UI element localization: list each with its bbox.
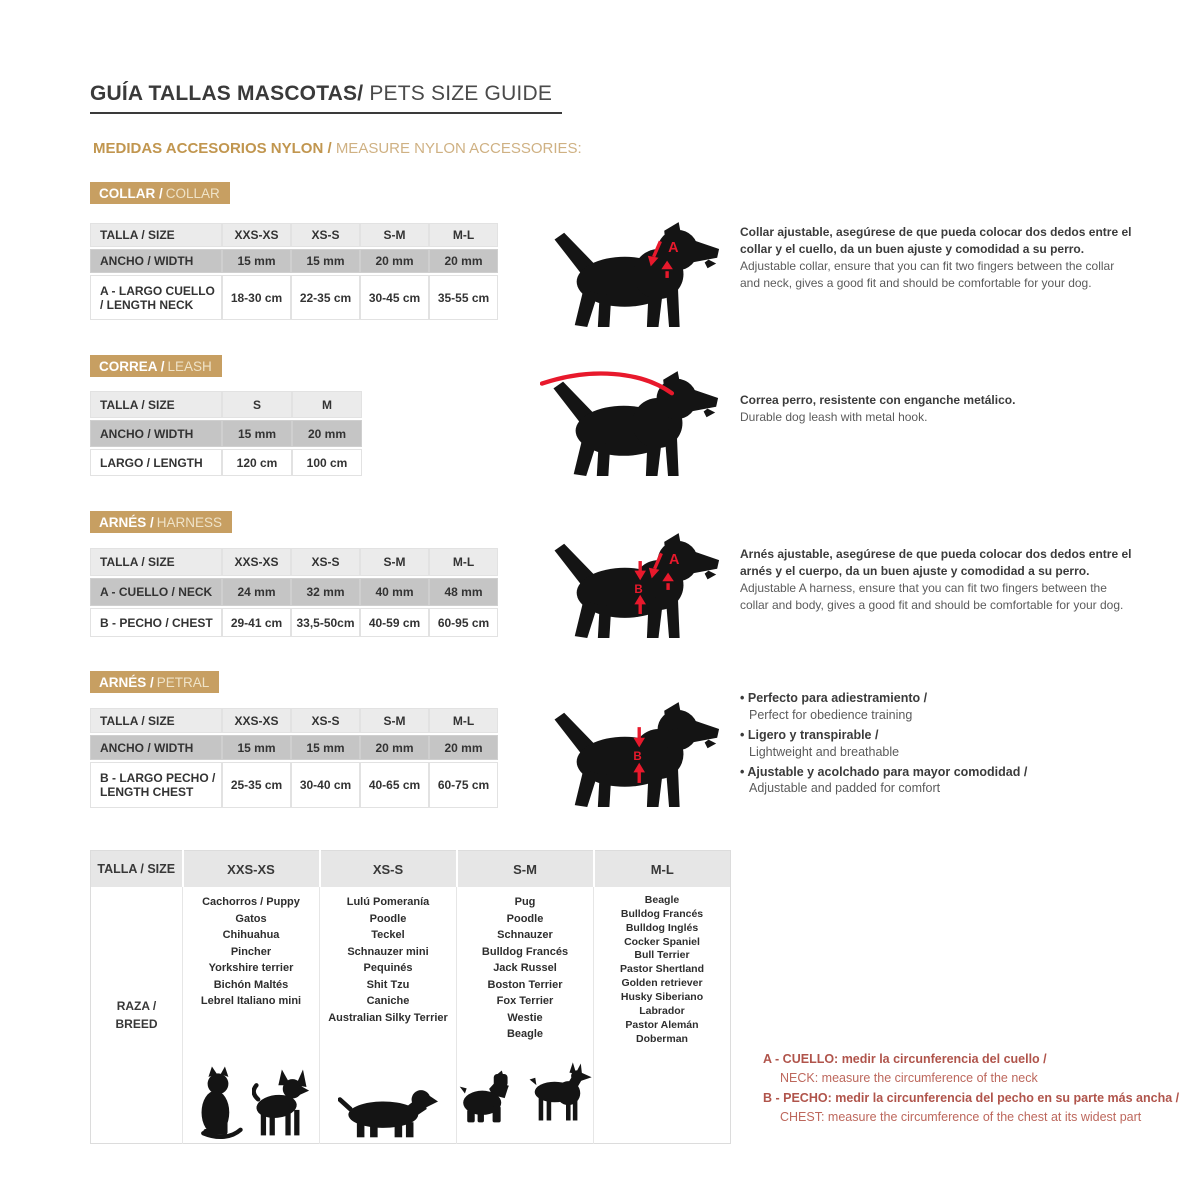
note-neck-en: NECK: measure the circumference of the neck	[780, 1071, 1038, 1086]
list-item: Teckel	[371, 929, 405, 941]
leash-size-table	[90, 389, 362, 478]
petral-dog-silhouette-icon	[543, 696, 721, 816]
breed-table-body-row	[91, 887, 731, 1144]
list-item: Lebrel Italiano mini	[200, 995, 302, 1007]
leash-section-badge	[90, 355, 222, 377]
svg-text:B: B	[634, 583, 643, 596]
leash-badge-es: CORREA /	[99, 359, 165, 374]
list-item: Husky Siberiano	[620, 991, 704, 1004]
chihuahua-silhouette-icon	[252, 1064, 310, 1140]
list-item: Gatos	[235, 912, 267, 925]
list-item: Bull Terrier	[634, 949, 690, 962]
list-item: Cachorros / Puppy	[202, 896, 300, 908]
page-subtitle-es: MEDIDAS ACCESORIOS NYLON /	[93, 140, 332, 157]
svg-text:B: B	[633, 750, 642, 763]
list-item: Yorkshire terrier	[208, 962, 294, 974]
harness-badge-en: HARNESS	[156, 515, 223, 530]
list-item: Poodle	[369, 912, 407, 925]
leash-description-en: Durable dog leash with metal hook.	[740, 410, 928, 425]
schnauzer-silhouette-icon	[458, 1053, 517, 1141]
list-item: Pequinés	[363, 962, 413, 974]
note-chest-en: CHEST: measure the circumference of the chest at its widest part	[780, 1110, 1142, 1125]
list-item: Pug	[514, 896, 536, 908]
breed-list-xxs-xs	[184, 894, 318, 1010]
collar-section-badge	[90, 182, 230, 204]
petral-bullet-en: Adjustable and padded for comfort	[749, 781, 941, 796]
petral-bullet-es: • Perfecto para adiestramiento /	[740, 691, 928, 705]
note-neck-es: A - CUELLO: medir la circunferencia del cuello /	[763, 1052, 1047, 1066]
list-item: Australian Silky Terrier	[328, 1011, 448, 1024]
table-row: ANCHO / WIDTH 15 mm 15 mm 20 mm 20 mm	[90, 249, 498, 273]
table-row: B - LARGO PECHO / LENGTH CHEST 25-35 cm 30-40 cm 40-65 cm 60-75 cm	[90, 762, 498, 808]
collar-description-es: Collar ajustable, asegúrese de que pueda colocar dos dedos entre el collar y el cuello, da un buen ajuste y comodidad a su perro.	[740, 225, 1132, 257]
list-item: Caniche	[366, 995, 410, 1007]
doberman-silhouette-icon	[525, 1043, 592, 1141]
harness-size-table	[90, 546, 498, 639]
svg-text:A: A	[669, 551, 680, 568]
table-row: TALLA / SIZE S M	[90, 391, 362, 418]
harness-description-en: Adjustable A harness, ensure that you can fit two fingers between the collar and body, gives a good fit and should be comfortable for your dog.	[740, 581, 1124, 613]
list-item: Beagle	[644, 894, 680, 906]
leash-dog-silhouette-icon	[540, 367, 720, 483]
collar-size-table	[90, 221, 498, 322]
measuring-notes	[763, 1050, 1193, 1128]
collar-description	[740, 224, 1132, 292]
petral-badge-es: ARNÉS /	[99, 675, 154, 690]
petral-bullet-en: Lightweight and breathable	[749, 744, 900, 759]
svg-text:A: A	[668, 239, 679, 256]
table-row: B - PECHO / CHEST 29-41 cm 33,5-50cm 40-59 cm 60-95 cm	[90, 608, 498, 637]
list-item: Boston Terrier	[487, 978, 563, 991]
list-item: Bulldog Francés	[620, 907, 704, 920]
leash-description	[740, 392, 1132, 426]
petral-size-table	[90, 706, 498, 810]
leash-description-es: Correa perro, resistente con enganche metálico.	[740, 393, 1016, 407]
list-item: Shit Tzu	[366, 978, 410, 991]
list-item: Pastor Shertland	[619, 963, 705, 976]
list-item: Westie	[507, 1011, 543, 1024]
harness-dog-silhouette-icon	[543, 527, 721, 649]
petral-bullet-es: • Ligero y transpirable /	[740, 727, 879, 742]
list-item: Poodle	[506, 912, 544, 925]
list-item: Bichón Maltés	[213, 978, 289, 991]
petral-section-badge	[90, 671, 219, 693]
table-row: TALLA / SIZE XXS-XS XS-S S-M M-L	[90, 548, 498, 576]
list-item: Schnauzer	[497, 929, 553, 941]
page-subtitle-en: MEASURE NYLON ACCESSORIES:	[335, 140, 582, 157]
table-row: TALLA / SIZE XXS-XS XS-S S-M M-L	[90, 708, 498, 733]
list-item: Fox Terrier	[496, 995, 554, 1007]
list-item: Doberman	[636, 1032, 688, 1045]
table-row: ANCHO / WIDTH 15 mm 20 mm	[90, 420, 362, 447]
breed-row-label: RAZA / BREED	[115, 999, 158, 1031]
table-row: TALLA / SIZE XXS-XS XS-S S-M M-L	[90, 223, 498, 247]
breed-list-s-m	[458, 894, 592, 1043]
collar-badge-es: COLLAR /	[99, 186, 163, 201]
breed-list-m-l	[595, 894, 729, 1046]
collar-badge-en: COLLAR	[165, 186, 220, 201]
breed-table-header-row: TALLA / SIZE XXS-XS XS-S S-M M-L	[91, 851, 731, 888]
table-row: LARGO / LENGTH 120 cm 100 cm	[90, 449, 362, 476]
page-title	[90, 82, 562, 114]
dachshund-silhouette-icon	[338, 1078, 438, 1140]
list-item: Beagle	[506, 1028, 544, 1040]
list-item: Bulldog Inglés	[625, 921, 699, 934]
leash-badge-en: LEASH	[167, 359, 212, 374]
cat-silhouette-icon	[192, 1064, 244, 1140]
page-title-es: GUÍA TALLAS MASCOTAS/	[90, 82, 364, 105]
list-item: Labrador	[639, 1004, 685, 1017]
harness-description-es: Arnés ajustable, asegúrese de que pueda colocar dos dedos entre el arnés y el cuerpo, da un buen ajuste y comodidad a su perro.	[740, 547, 1132, 579]
list-item: Pincher	[230, 945, 272, 958]
list-item: Pastor Alemán	[625, 1018, 699, 1031]
petral-bullet-es: • Ajustable y acolchado para mayor comodidad /	[740, 764, 1028, 779]
list-item: Chihuahua	[222, 929, 280, 941]
collar-dog-silhouette-icon	[543, 218, 721, 334]
list-item: Bulldog Francés	[481, 945, 569, 958]
harness-description	[740, 546, 1132, 614]
list-item: Jack Russel	[493, 962, 557, 974]
list-item: Schnauzer mini	[347, 945, 429, 958]
petral-bullet-en: Perfect for obedience training	[749, 707, 913, 722]
breed-table	[90, 850, 731, 1144]
petral-badge-en: PETRAL	[156, 675, 210, 690]
page-subtitle	[93, 140, 582, 157]
page-title-en: PETS SIZE GUIDE	[369, 82, 553, 105]
table-row: ANCHO / WIDTH 15 mm 15 mm 20 mm 20 mm	[90, 735, 498, 760]
breed-list-xs-s	[321, 894, 455, 1026]
harness-badge-es: ARNÉS /	[99, 515, 154, 530]
petral-feature-list	[740, 690, 1140, 800]
list-item: Golden retriever	[621, 977, 703, 990]
list-item: Lulú Pomeranía	[346, 896, 430, 908]
list-item: Cocker Spaniel	[624, 935, 700, 948]
note-chest-es: B - PECHO: medir la circunferencia del pecho en su parte más ancha /	[763, 1090, 1180, 1105]
harness-section-badge	[90, 511, 232, 533]
table-row: A - LARGO CUELLO / LENGTH NECK 18-30 cm 22-35 cm 30-45 cm 35-55 cm	[90, 275, 498, 320]
collar-description-en: Adjustable collar, ensure that you can fit two fingers between the collar and neck, gives a good fit and should be comfortable for your dog.	[740, 259, 1115, 291]
table-row: A - CUELLO / NECK 24 mm 32 mm 40 mm 48 mm	[90, 578, 498, 606]
